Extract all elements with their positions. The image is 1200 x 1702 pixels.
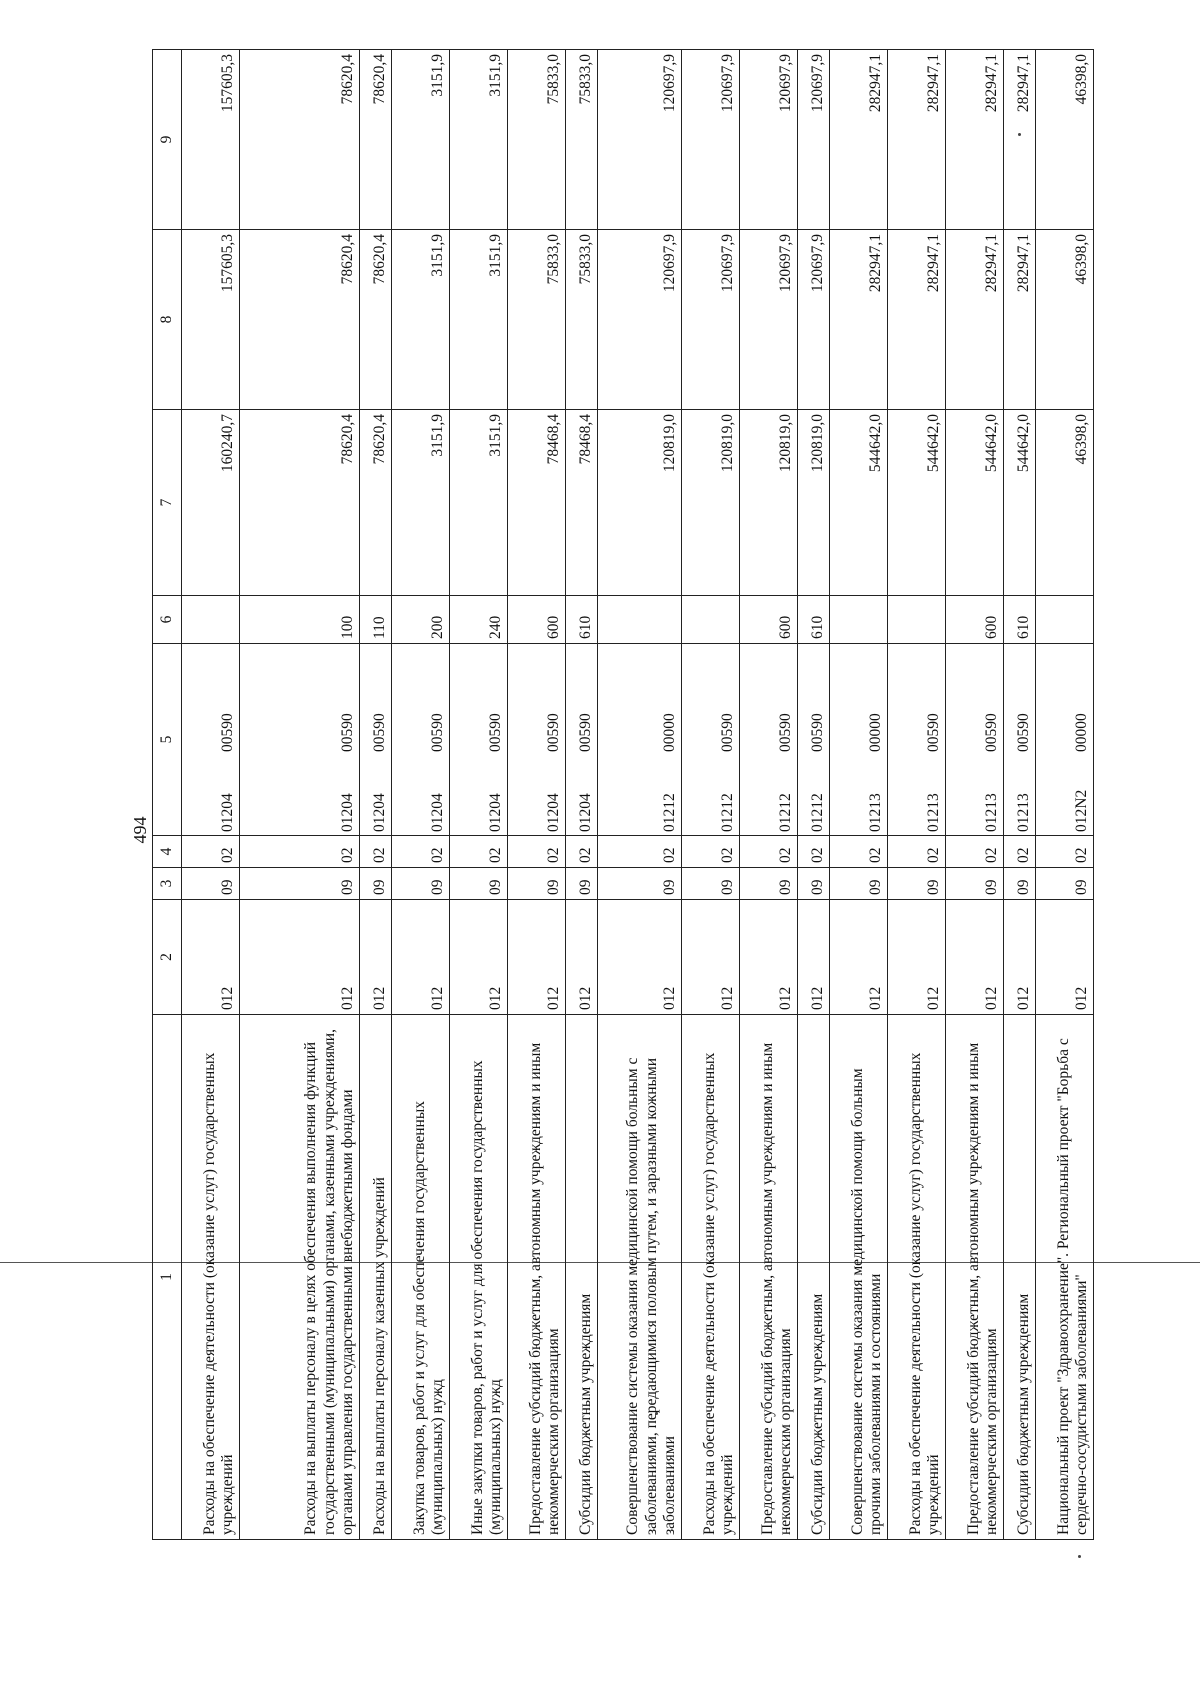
amount-col7: 544642,0 — [946, 410, 1004, 596]
amount-col8: 46398,0 — [1036, 230, 1094, 410]
target-article-program: 01204 — [219, 793, 237, 832]
target-article-direction: 00000 — [867, 713, 885, 752]
subsection-code: 02 — [830, 836, 888, 868]
target-article-direction: 00590 — [219, 713, 237, 752]
admin-code: 012 — [682, 900, 740, 1015]
header-row — [153, 50, 182, 1540]
amount-col9: 46398,0 — [1036, 50, 1094, 230]
admin-code: 012 — [392, 900, 450, 1015]
section-code: 09 — [240, 868, 360, 900]
row-name: Расходы на обеспечение деятельности (оказание услуг) государственных учреждений — [182, 1015, 240, 1540]
amount-col9: 282947,1 — [1004, 50, 1036, 230]
subsection-code: 02 — [1036, 836, 1094, 868]
expense-type-code — [888, 596, 946, 644]
amount-col7: 3151,9 — [450, 410, 508, 596]
expense-type-code — [1036, 596, 1094, 644]
row-name: Расходы на выплаты персоналу казенных учреждений — [360, 1015, 392, 1540]
row-name: Расходы на выплаты персоналу в целях обеспечения выполнения функций государственными (муниципальными) органами, казенными учреждениями, органами управления государственными внебюджетными фондами — [240, 1015, 360, 1540]
expense-type-code: 600 — [508, 596, 566, 644]
expense-type-code — [598, 596, 682, 644]
amount-col7: 544642,0 — [830, 410, 888, 596]
amount-col9: 120697,9 — [598, 50, 682, 230]
target-article-program: 012N2 — [1073, 789, 1091, 832]
row-name: Субсидии бюджетным учреждениям — [566, 1015, 598, 1540]
subsection-code: 02 — [182, 836, 240, 868]
target-article-program: 01204 — [429, 793, 447, 832]
target-article-program: 01204 — [487, 793, 505, 832]
row-name: Предоставление субсидий бюджетным, автономным учреждениям и иным некоммерческим организациям — [740, 1015, 798, 1540]
column-header: 8 — [153, 230, 182, 410]
target-article-code — [508, 644, 566, 836]
admin-code: 012 — [740, 900, 798, 1015]
target-article-code — [1004, 644, 1036, 836]
admin-code: 012 — [1036, 900, 1094, 1015]
amount-col9: 3151,9 — [450, 50, 508, 230]
section-code: 09 — [182, 868, 240, 900]
row-name: Расходы на обеспечение деятельности (оказание услуг) государственных учреждений — [682, 1015, 740, 1540]
target-article-direction: 00000 — [1073, 713, 1091, 752]
admin-code: 012 — [360, 900, 392, 1015]
target-article-code — [798, 644, 830, 836]
expense-type-code — [682, 596, 740, 644]
target-article-code — [360, 644, 392, 836]
subsection-code: 02 — [450, 836, 508, 868]
amount-col8: 282947,1 — [1004, 230, 1036, 410]
subsection-code: 02 — [566, 836, 598, 868]
amount-col8: 120697,9 — [598, 230, 682, 410]
target-article-program: 01204 — [371, 793, 389, 832]
section-code: 09 — [598, 868, 682, 900]
table-row — [598, 50, 682, 1540]
subsection-code: 02 — [798, 836, 830, 868]
amount-col9: 120697,9 — [740, 50, 798, 230]
admin-code: 012 — [798, 900, 830, 1015]
section-code: 09 — [1036, 868, 1094, 900]
admin-code: 012 — [182, 900, 240, 1015]
amount-col9: 120697,9 — [682, 50, 740, 230]
target-article-code — [830, 644, 888, 836]
table-row — [946, 50, 1004, 1540]
subsection-code: 02 — [888, 836, 946, 868]
budget-table — [152, 49, 1094, 1540]
section-code: 09 — [740, 868, 798, 900]
target-article-program: 01213 — [925, 793, 943, 832]
admin-code: 012 — [598, 900, 682, 1015]
amount-col7: 160240,7 — [182, 410, 240, 596]
target-article-code — [598, 644, 682, 836]
target-article-code — [450, 644, 508, 836]
expense-type-code — [182, 596, 240, 644]
section-code: 09 — [946, 868, 1004, 900]
row-name: Иные закупки товаров, работ и услуг для обеспечения государственных (муниципальных) нужд — [450, 1015, 508, 1540]
target-article-program: 01204 — [545, 793, 563, 832]
row-name: Совершенствование системы оказания медицинской помощи больным прочими заболеваниями и состояниями — [830, 1015, 888, 1540]
amount-col7: 78620,4 — [360, 410, 392, 596]
amount-col9: 3151,9 — [392, 50, 450, 230]
expense-type-code: 110 — [360, 596, 392, 644]
amount-col7: 120819,0 — [682, 410, 740, 596]
table-row — [1004, 50, 1036, 1540]
amount-col9: 78620,4 — [360, 50, 392, 230]
target-article-direction: 00590 — [809, 713, 827, 752]
amount-col8: 78620,4 — [240, 230, 360, 410]
amount-col9: 282947,1 — [888, 50, 946, 230]
target-article-direction: 00590 — [983, 713, 1001, 752]
amount-col8: 120697,9 — [798, 230, 830, 410]
table-row — [888, 50, 946, 1540]
target-article-code — [182, 644, 240, 836]
target-article-program: 01212 — [809, 793, 827, 832]
section-code: 09 — [566, 868, 598, 900]
table-row — [240, 50, 360, 1540]
target-article-direction: 00590 — [487, 713, 505, 752]
subsection-code: 02 — [1004, 836, 1036, 868]
amount-col7: 120819,0 — [798, 410, 830, 596]
target-article-direction: 00590 — [577, 713, 595, 752]
section-code: 09 — [392, 868, 450, 900]
target-article-direction: 00590 — [719, 713, 737, 752]
row-name: Предоставление субсидий бюджетным, автономным учреждениям и иным некоммерческим организациям — [508, 1015, 566, 1540]
row-name: Субсидии бюджетным учреждениям — [1004, 1015, 1036, 1540]
amount-col9: 120697,9 — [798, 50, 830, 230]
target-article-code — [946, 644, 1004, 836]
admin-code: 012 — [566, 900, 598, 1015]
table-row — [360, 50, 392, 1540]
subsection-code: 02 — [508, 836, 566, 868]
section-code: 09 — [682, 868, 740, 900]
amount-col7: 544642,0 — [888, 410, 946, 596]
target-article-direction: 00590 — [339, 713, 357, 752]
section-code: 09 — [508, 868, 566, 900]
amount-col7: 46398,0 — [1036, 410, 1094, 596]
amount-col8: 120697,9 — [682, 230, 740, 410]
expense-type-code — [830, 596, 888, 644]
row-name: Совершенствование системы оказания медицинской помощи больным с заболеваниями, передающимися половым путем, и заразными кожными заболеваниями — [598, 1015, 682, 1540]
table-row — [682, 50, 740, 1540]
target-article-program: 01204 — [339, 793, 357, 832]
target-article-direction: 00590 — [429, 713, 447, 752]
admin-code: 012 — [508, 900, 566, 1015]
table-row — [798, 50, 830, 1540]
column-header: 6 — [153, 596, 182, 644]
target-article-direction: 00590 — [925, 713, 943, 752]
section-code: 09 — [888, 868, 946, 900]
amount-col7: 120819,0 — [598, 410, 682, 596]
subsection-code: 02 — [240, 836, 360, 868]
expense-type-code: 240 — [450, 596, 508, 644]
amount-col9: 282947,1 — [946, 50, 1004, 230]
expense-type-code: 100 — [240, 596, 360, 644]
table-row — [450, 50, 508, 1540]
expense-type-code: 610 — [798, 596, 830, 644]
expense-type-code: 610 — [1004, 596, 1036, 644]
scan-speck — [1078, 1555, 1081, 1558]
amount-col9: 282947,1 — [830, 50, 888, 230]
admin-code: 012 — [830, 900, 888, 1015]
column-header: 2 — [153, 900, 182, 1015]
amount-col8: 78620,4 — [360, 230, 392, 410]
column-header: 1 — [153, 1015, 182, 1540]
table-row — [508, 50, 566, 1540]
amount-col7: 3151,9 — [392, 410, 450, 596]
amount-col8: 3151,9 — [392, 230, 450, 410]
table-row — [182, 50, 240, 1540]
target-article-direction: 00590 — [371, 713, 389, 752]
amount-col8: 120697,9 — [740, 230, 798, 410]
amount-col8: 75833,0 — [508, 230, 566, 410]
amount-col7: 78468,4 — [508, 410, 566, 596]
subsection-code: 02 — [360, 836, 392, 868]
amount-col9: 157605,3 — [182, 50, 240, 230]
section-code: 09 — [450, 868, 508, 900]
amount-col8: 282947,1 — [946, 230, 1004, 410]
target-article-code — [888, 644, 946, 836]
target-article-program: 01213 — [867, 793, 885, 832]
target-article-program: 01204 — [577, 793, 595, 832]
amount-col8: 3151,9 — [450, 230, 508, 410]
target-article-direction: 00590 — [1015, 713, 1033, 752]
section-code: 09 — [798, 868, 830, 900]
admin-code: 012 — [450, 900, 508, 1015]
target-article-program: 01212 — [777, 793, 795, 832]
amount-col7: 120819,0 — [740, 410, 798, 596]
target-article-program: 01213 — [1015, 793, 1033, 832]
page-number: 494 — [130, 816, 150, 844]
amount-col9: 75833,0 — [508, 50, 566, 230]
amount-col8: 282947,1 — [888, 230, 946, 410]
target-article-direction: 00590 — [777, 713, 795, 752]
section-code: 09 — [830, 868, 888, 900]
target-article-direction: 00000 — [661, 713, 679, 752]
expense-type-code: 610 — [566, 596, 598, 644]
amount-col7: 544642,0 — [1004, 410, 1036, 596]
table-row — [392, 50, 450, 1540]
rotated-page — [130, 50, 1090, 1540]
amount-col8: 157605,3 — [182, 230, 240, 410]
column-header: 4 — [153, 836, 182, 868]
row-name: Расходы на обеспечение деятельности (оказание услуг) государственных учреждений — [888, 1015, 946, 1540]
table-row — [566, 50, 598, 1540]
amount-col8: 75833,0 — [566, 230, 598, 410]
row-name: Национальный проект "Здравоохранение". Региональный проект "Борьба с сердечно-сосудистыми заболеваниями" — [1036, 1015, 1094, 1540]
row-name: Предоставление субсидий бюджетным, автономным учреждениям и иным некоммерческим организациям — [946, 1015, 1004, 1540]
target-article-code — [740, 644, 798, 836]
amount-col8: 282947,1 — [830, 230, 888, 410]
expense-type-code: 600 — [946, 596, 1004, 644]
target-article-code — [566, 644, 598, 836]
row-name: Субсидии бюджетным учреждениям — [798, 1015, 830, 1540]
amount-col7: 78468,4 — [566, 410, 598, 596]
target-article-program: 01212 — [719, 793, 737, 832]
admin-code: 012 — [1004, 900, 1036, 1015]
target-article-code — [1036, 644, 1094, 836]
admin-code: 012 — [946, 900, 1004, 1015]
expense-type-code: 600 — [740, 596, 798, 644]
subsection-code: 02 — [598, 836, 682, 868]
table-row — [1036, 50, 1094, 1540]
table-row — [830, 50, 888, 1540]
admin-code: 012 — [888, 900, 946, 1015]
subsection-code: 02 — [682, 836, 740, 868]
table-row — [740, 50, 798, 1540]
target-article-direction: 00590 — [545, 713, 563, 752]
amount-col9: 75833,0 — [566, 50, 598, 230]
subsection-code: 02 — [946, 836, 1004, 868]
subsection-code: 02 — [392, 836, 450, 868]
target-article-program: 01213 — [983, 793, 1001, 832]
column-header: 5 — [153, 644, 182, 836]
column-header: 3 — [153, 868, 182, 900]
amount-col9: 78620,4 — [240, 50, 360, 230]
row-name: Закупка товаров, работ и услуг для обеспечения государственных (муниципальных) нужд — [392, 1015, 450, 1540]
section-code: 09 — [360, 868, 392, 900]
subsection-code: 02 — [740, 836, 798, 868]
section-code: 09 — [1004, 868, 1036, 900]
column-header: 9 — [153, 50, 182, 230]
amount-col7: 78620,4 — [240, 410, 360, 596]
admin-code: 012 — [240, 900, 360, 1015]
target-article-program: 01212 — [661, 793, 679, 832]
target-article-code — [392, 644, 450, 836]
target-article-code — [682, 644, 740, 836]
column-header: 7 — [153, 410, 182, 596]
target-article-code — [240, 644, 360, 836]
expense-type-code: 200 — [392, 596, 450, 644]
